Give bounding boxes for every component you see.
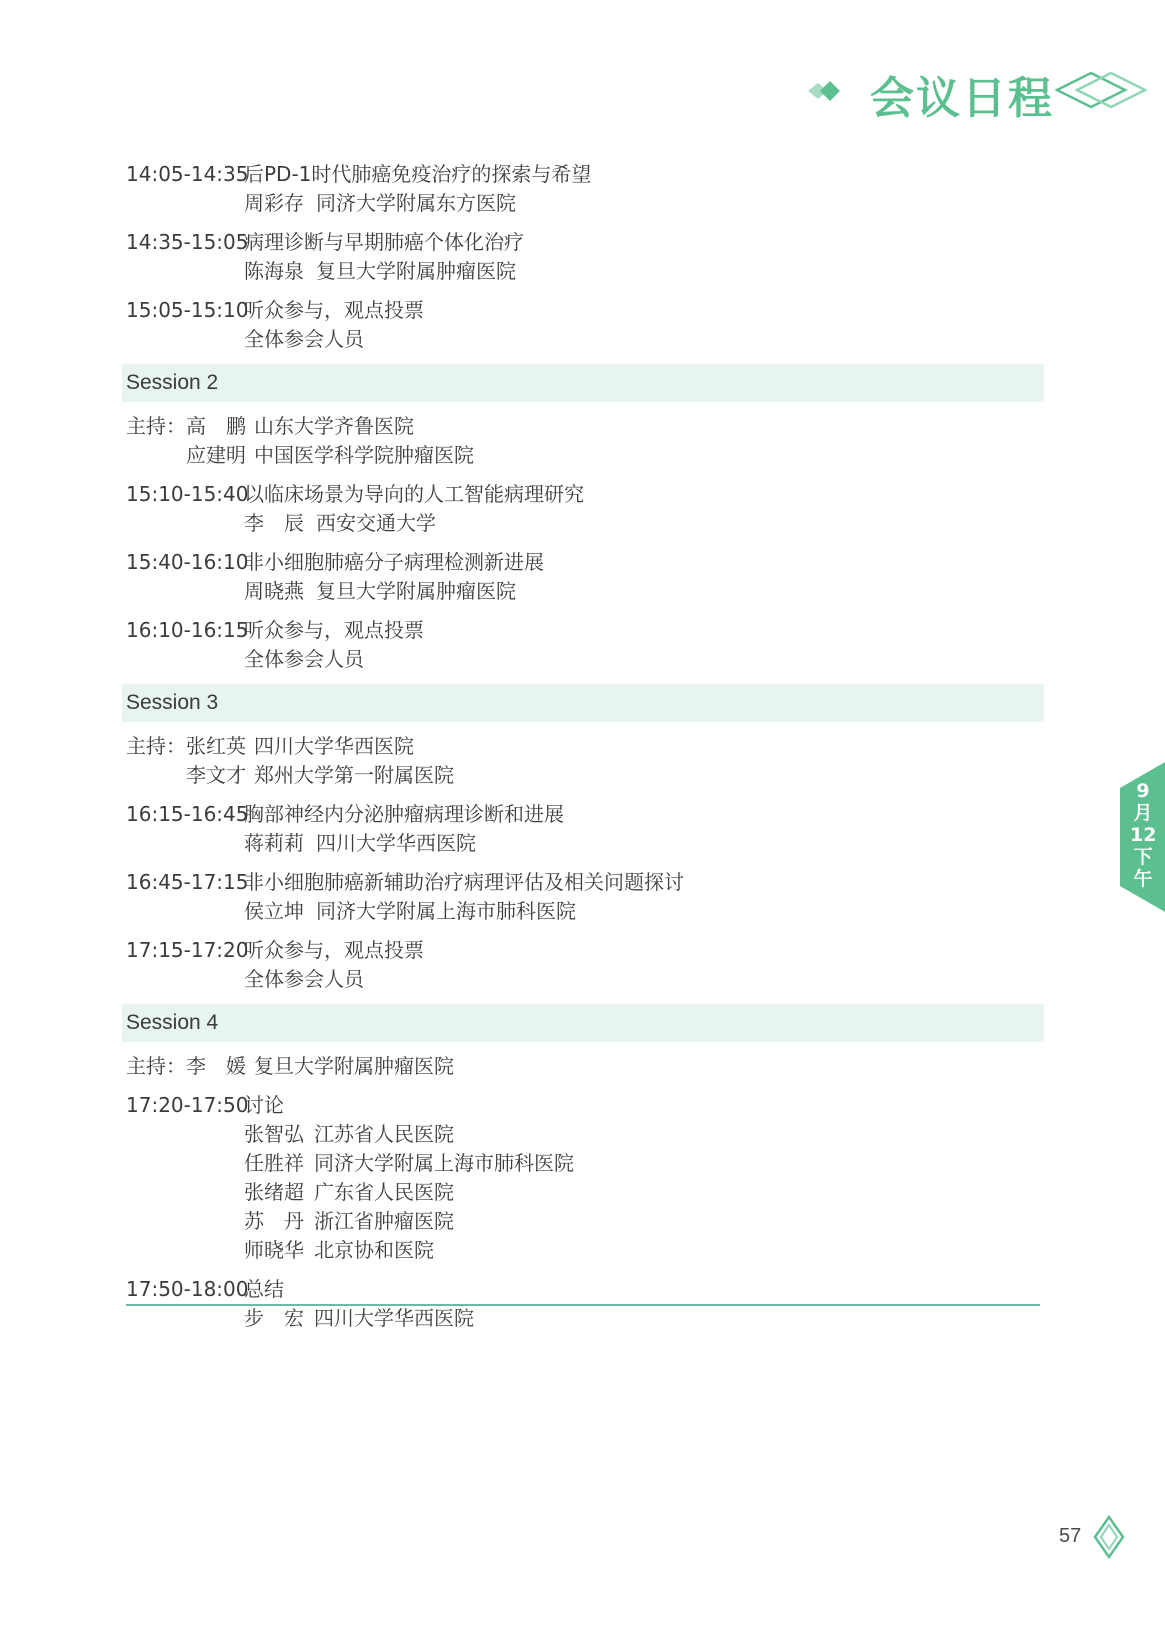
speaker-name: 侯立坤 xyxy=(244,899,304,923)
speaker-name: 步 宏 xyxy=(244,1306,304,1330)
panelist-affiliation: 浙江省肿瘤医院 xyxy=(314,1209,454,1233)
panelist-affiliation: 同济大学附属上海市肺科医院 xyxy=(314,1151,574,1175)
double-diamond-outline-icon xyxy=(1055,70,1151,110)
diamond-bullet-icon xyxy=(808,76,842,106)
speaker-affiliation: 复旦大学附属肿瘤医院 xyxy=(316,579,516,603)
talk-time: 16:10-16:15 xyxy=(126,618,249,642)
host-affiliation: 山东大学齐鲁医院 xyxy=(254,414,414,438)
host-affiliation: 中国医学科学院肿瘤医院 xyxy=(254,443,474,467)
panelist-affiliation: 广东省人民医院 xyxy=(314,1180,454,1204)
talk-item xyxy=(126,616,1040,674)
host-affiliation: 郑州大学第一附属医院 xyxy=(254,763,454,787)
panelist-name: 张绪超 xyxy=(244,1180,304,1204)
speaker-name: 陈海泉 xyxy=(244,259,304,283)
talk-item xyxy=(126,548,1040,606)
talk-title: 以临床场景为导向的人工智能病理研究 xyxy=(244,482,584,506)
talk-title: 讨论 xyxy=(244,1093,284,1117)
talk-title: 病理诊断与早期肺癌个体化治疗 xyxy=(244,230,524,254)
talk-item xyxy=(126,228,1040,286)
talk-title: 后PD-1时代肺癌免疫治疗的探索与希望 xyxy=(244,162,592,186)
panelist-name: 师晓华 xyxy=(244,1238,304,1262)
schedule xyxy=(126,160,1040,1343)
host-label: 主持： xyxy=(126,1054,186,1078)
session-hosts xyxy=(126,732,1040,790)
page-title: 会议日程 xyxy=(870,73,1054,124)
session-hosts xyxy=(126,1052,1040,1081)
talk-title: 非小细胞肺癌分子病理检测新进展 xyxy=(244,550,544,574)
talk-item xyxy=(126,296,1040,354)
speaker-name: 全体参会人员 xyxy=(244,967,364,991)
panelist-affiliation: 北京协和医院 xyxy=(314,1238,434,1262)
session-header: Session 3 xyxy=(122,684,1044,722)
talk-title: 非小细胞肺癌新辅助治疗病理评估及相关问题探讨 xyxy=(244,870,684,894)
speaker-name: 周晓燕 xyxy=(244,579,304,603)
talk-item xyxy=(126,868,1040,926)
speaker-name: 周彩存 xyxy=(244,191,304,215)
host-affiliation: 复旦大学附属肿瘤医院 xyxy=(254,1054,454,1078)
talk-item xyxy=(126,1091,1040,1265)
talk-item xyxy=(126,800,1040,858)
talk-item xyxy=(126,480,1040,538)
talk-time: 17:20-17:50 xyxy=(126,1093,249,1117)
talk-time: 15:40-16:10 xyxy=(126,550,249,574)
date-tab-label: 9 月 12 下 午 xyxy=(1130,780,1157,890)
speaker-name: 全体参会人员 xyxy=(244,647,364,671)
panelist-name: 苏 丹 xyxy=(244,1209,304,1233)
talk-time: 15:10-15:40 xyxy=(126,482,249,506)
talk-title: 胸部神经内分泌肿瘤病理诊断和进展 xyxy=(244,802,564,826)
speaker-affiliation: 西安交通大学 xyxy=(316,511,436,535)
speaker-name: 李 辰 xyxy=(244,511,304,535)
session-header: Session 4 xyxy=(122,1004,1044,1042)
speaker-name: 全体参会人员 xyxy=(244,327,364,351)
panelist-affiliation: 江苏省人民医院 xyxy=(314,1122,454,1146)
talk-time: 14:35-15:05 xyxy=(126,230,249,254)
talk-title: 总结 xyxy=(244,1277,284,1301)
session-hosts xyxy=(126,412,1040,470)
page-number: 57 xyxy=(1059,1525,1082,1547)
talk-time: 16:15-16:45 xyxy=(126,802,249,826)
host-name: 应建明 xyxy=(186,443,246,467)
talk-time: 16:45-17:15 xyxy=(126,870,249,894)
talk-title: 听众参与，观点投票 xyxy=(244,618,424,642)
talk-time: 17:15-17:20 xyxy=(126,938,249,962)
host-name: 李文才 xyxy=(186,763,246,787)
bottom-rule xyxy=(126,1304,1040,1306)
speaker-name: 蒋莉莉 xyxy=(244,831,304,855)
talk-title: 听众参与，观点投票 xyxy=(244,298,424,322)
talk-time: 14:05-14:35 xyxy=(126,162,249,186)
session-header: Session 2 xyxy=(122,364,1044,402)
speaker-affiliation: 四川大学华西医院 xyxy=(314,1306,474,1330)
host-name: 高 鹏 xyxy=(186,414,246,438)
host-name: 李 媛 xyxy=(186,1054,246,1078)
diamond-logo-icon xyxy=(1092,1515,1126,1559)
speaker-affiliation: 同济大学附属东方医院 xyxy=(316,191,516,215)
talk-time: 17:50-18:00 xyxy=(126,1277,249,1301)
talk-item xyxy=(126,160,1040,218)
panelist-name: 张智弘 xyxy=(244,1122,304,1146)
talk-time: 15:05-15:10 xyxy=(126,298,249,322)
host-label: 主持： xyxy=(126,734,186,758)
host-affiliation: 四川大学华西医院 xyxy=(254,734,414,758)
talk-item xyxy=(126,936,1040,994)
speaker-affiliation: 同济大学附属上海市肺科医院 xyxy=(316,899,576,923)
speaker-affiliation: 四川大学华西医院 xyxy=(316,831,476,855)
panelist-name: 任胜祥 xyxy=(244,1151,304,1175)
host-name: 张红英 xyxy=(186,734,246,758)
talk-title: 听众参与，观点投票 xyxy=(244,938,424,962)
host-label: 主持： xyxy=(126,414,186,438)
speaker-affiliation: 复旦大学附属肿瘤医院 xyxy=(316,259,516,283)
